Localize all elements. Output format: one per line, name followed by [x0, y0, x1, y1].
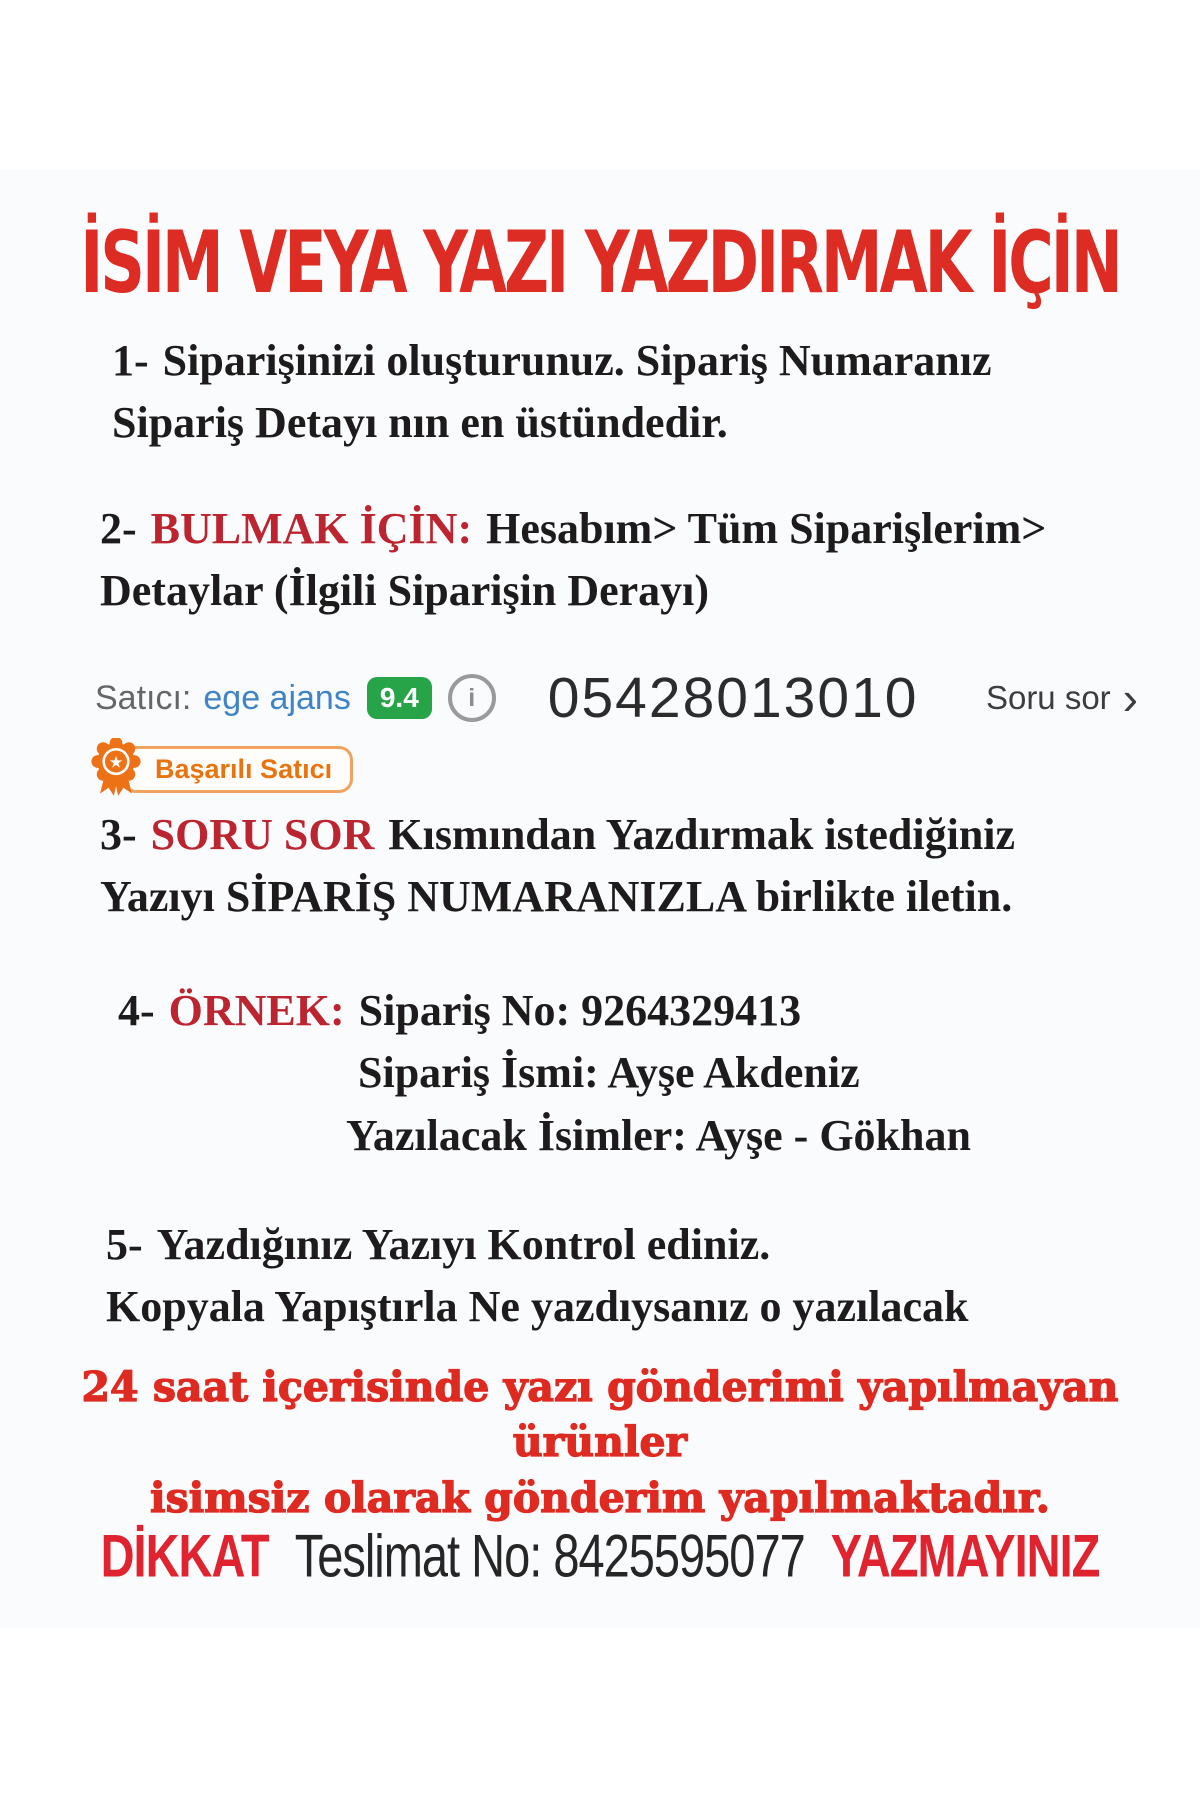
step-2-text-2: Detaylar (İlgili Siparişin Derayı) — [100, 566, 710, 616]
seller-bar — [95, 660, 1138, 736]
seller-name-link[interactable]: ege ajans — [203, 678, 351, 717]
deadline-warning — [0, 1360, 1200, 1526]
attention-line — [0, 1520, 1200, 1590]
do-not-write-label: YAZMAYINIZ — [830, 1521, 1100, 1590]
seller-rating-badge[interactable]: 9.4 — [367, 677, 432, 719]
step-1-number: 1- — [112, 336, 149, 385]
deadline-warning-line-2: isimsiz olarak gönderim yapılmaktadır. — [150, 1473, 1050, 1522]
step-4-line-1 — [118, 986, 801, 1035]
seller-phone-number: 05428013010 — [547, 666, 919, 730]
step-5-text-2: Kopyala Yapıştırla Ne yazdıysanız o yazılacak — [106, 1282, 969, 1332]
ask-seller-label: Soru sor — [985, 679, 1111, 716]
page-title: İSİM VEYA YAZI YAZDIRMAK İÇİN — [80, 212, 1120, 313]
step-1 — [112, 330, 991, 455]
step-3-highlight: SORU SOR — [150, 810, 375, 859]
step-1-line-1 — [112, 336, 991, 385]
step-3-number: 3- — [100, 810, 137, 859]
step-5 — [106, 1214, 969, 1339]
step-4-highlight: ÖRNEK: — [168, 986, 345, 1035]
step-4-text-2: Sipariş İsmi: Ayşe Akdeniz — [358, 1048, 860, 1098]
ask-seller-button[interactable]: Soru sor › — [985, 672, 1138, 724]
step-2-highlight: BULMAK İÇİN: — [150, 504, 473, 553]
step-3 — [100, 804, 1015, 929]
successful-seller-badge[interactable] — [88, 738, 353, 800]
successful-seller-label: Başarılı Satıcı — [122, 746, 353, 793]
step-4-number: 4- — [118, 986, 155, 1035]
step-4-text-3: Yazılacak İsimler: Ayşe - Gökhan — [346, 1110, 971, 1160]
seller-label: Satıcı: — [95, 678, 192, 717]
info-icon[interactable]: i — [448, 674, 496, 722]
star-icon: ★ — [108, 753, 124, 772]
step-1-text-2: Sipariş Detayı nın en üstündedir. — [112, 398, 728, 448]
step-2-number: 2- — [100, 504, 137, 553]
step-2-line-1 — [100, 504, 1046, 553]
step-3-text-1: Kısmından Yazdırmak istediğiniz — [388, 810, 1016, 859]
step-5-number: 5- — [106, 1220, 143, 1269]
deadline-warning-line-1: 24 saat içerisinde yazı gönderimi yapılmayan ürünler — [81, 1363, 1119, 1467]
step-1-text-1: Siparişinizi oluşturunuz. Sipariş Numaranız — [162, 336, 992, 385]
step-2 — [100, 498, 1046, 623]
step-3-line-1 — [100, 810, 1015, 859]
delivery-no-text: Teslimat No: 8425595077 — [294, 1521, 805, 1590]
step-2-text-1: Hesabım> Tüm Siparişlerim> — [486, 504, 1047, 553]
step-3-text-2: Yazıyı SİPARİŞ NUMARANIZLA birlikte iletin. — [100, 872, 1013, 922]
attention-label: DİKKAT — [100, 1521, 269, 1590]
medal-icon — [88, 738, 144, 800]
step-5-line-1 — [106, 1220, 770, 1269]
step-5-text-1: Yazdığınız Yazıyı Kontrol ediniz. — [156, 1220, 771, 1269]
step-4-text-1: Sipariş No: 9264329413 — [358, 986, 802, 1035]
step-4 — [118, 980, 971, 1167]
